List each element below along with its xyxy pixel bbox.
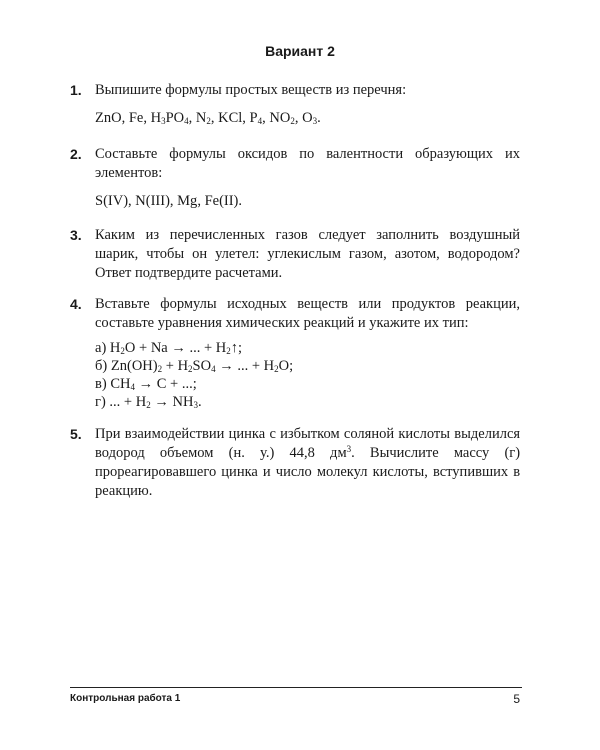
task-3 — [70, 226, 520, 283]
task-2 — [70, 145, 520, 211]
formula-item: Mg — [177, 193, 198, 209]
formula-list: S(IV), N(III), Mg, Fe(II). — [95, 193, 243, 209]
formula-item: Fe — [128, 110, 144, 126]
equation-d: г) ... + $H_2 \to NH_3$. — [95, 394, 202, 410]
footer-section-title: Контрольная работа 1 — [70, 693, 181, 704]
formula-item: $P_4$ — [249, 110, 263, 126]
task-text: Каким из перечисленных газов следует заполнить воздушный шарик, чтобы он улетел: углекислым газом, азотом, водородом? Ответ подтвердите расчетами. — [95, 227, 520, 281]
formula-item: N(III) — [135, 193, 170, 209]
variant-title: Вариант 2 — [265, 43, 335, 59]
task-text: Выпишите формулы простых веществ из перечня: — [95, 82, 407, 98]
equation-a: а) $H_2O + Na$ → ... + $H_2↑$; — [95, 340, 243, 356]
formula-item: $H_3PO_4$ — [150, 110, 189, 126]
footer-divider — [70, 687, 522, 688]
task-5 — [70, 425, 520, 501]
task-number: 5. — [70, 426, 82, 442]
equation-c: в) $CH_4 \to C$ + ...; — [95, 376, 197, 392]
task-text: Вставьте формулы исходных веществ или продуктов реакции, составьте уравнения химических реакций и укажите их тип: — [95, 296, 520, 331]
task-text: При взаимодействии цинка с избытком соляной кислоты выделился водород объемом (н. у.) 44,8 $дм^3$. Вычислите массу (г) прореагировавшего цинка и число молекул кислоты, вступивших в реакцию. — [95, 426, 521, 499]
equation-b: б) $Zn(OH)_2 + H_2SO_4$ → ... + $H_2O$; — [95, 358, 294, 374]
task-1 — [70, 81, 520, 128]
task-number: 3. — [70, 227, 82, 243]
task-number: 1. — [70, 82, 82, 98]
formula-item: KCl — [218, 110, 243, 126]
equation-list — [95, 339, 520, 411]
task-4 — [70, 295, 520, 411]
page-number: 5 — [513, 692, 520, 706]
formula-item: $O_3$ — [302, 110, 318, 126]
formula-item: $N_2$ — [195, 110, 211, 126]
formula-item: Fe(II) — [204, 193, 239, 209]
formula-list: ZnO, Fe, $H_3PO_4$, $N_2$, KCl, $P_4$, $NO_2$, $O_3$. — [95, 110, 321, 126]
formula-item: S(IV) — [95, 193, 129, 209]
task-number: 4. — [70, 296, 82, 312]
task-text: Составьте формулы оксидов по валентности образующих их элементов: — [95, 146, 520, 181]
task-number: 2. — [70, 146, 82, 162]
formula-item: $NO_2$ — [269, 110, 295, 126]
formula-item: ZnO — [95, 110, 122, 126]
